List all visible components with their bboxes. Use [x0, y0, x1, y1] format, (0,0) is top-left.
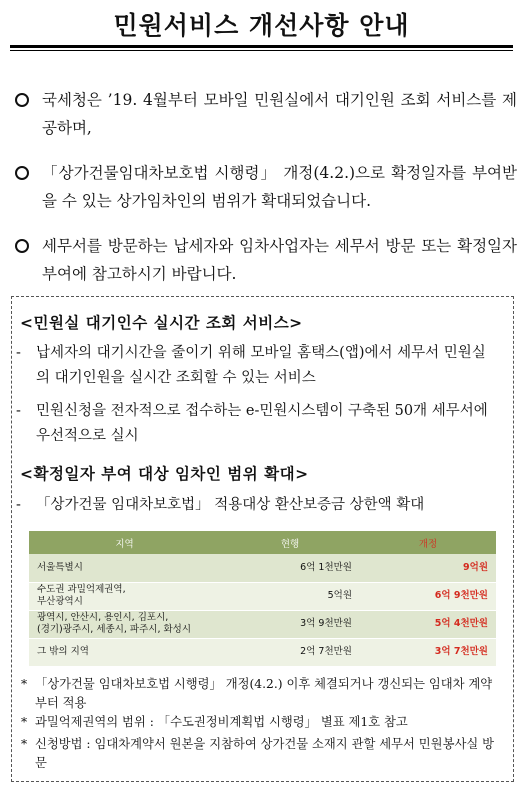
intro-bullet	[12, 232, 517, 288]
intro-bullets	[12, 86, 517, 305]
cell-current: 3억 9천만원	[220, 610, 360, 638]
section1-item	[12, 399, 497, 449]
dash-bullet-icon: -	[16, 345, 21, 361]
cell-revised: 6억 9천만원	[360, 582, 496, 610]
deposit-limit-table	[29, 531, 496, 667]
section2-item-text: 「상가건물 임대차보호법」 적용대상 환산보증금 상한액 확대	[36, 497, 425, 513]
dash-bullet-icon: -	[16, 403, 21, 419]
dash-bullet-icon: -	[16, 497, 21, 513]
cell-current: 6억 1천만원	[220, 554, 360, 582]
cell-region: 서울특별시	[29, 554, 220, 582]
footnote-text: 신청방법 : 임대차계약서 원본을 지참하여 상가건물 소재지 관할 세무서 민원봉사실 방문	[35, 737, 494, 770]
cell-revised: 5억 4천만원	[360, 610, 496, 638]
cell-region: 수도권 과밀억제권역, 부산광역시	[29, 582, 220, 610]
section2-item	[12, 493, 497, 518]
table-row	[29, 638, 496, 666]
cell-region: 그 밖의 지역	[29, 638, 220, 666]
circle-bullet-icon	[15, 239, 29, 253]
asterisk-icon: *	[21, 737, 28, 751]
intro-bullet	[12, 159, 517, 215]
title-underline-thin	[10, 50, 513, 51]
cell-region: 광역시, 안산시, 용인시, 김포시, (경기)광주시, 세종시, 파주시, 화성시	[29, 610, 220, 638]
intro-bullet-text: 국세청은 ’19. 4월부터 모바일 민원실에서 대기인원 조회 서비스를 제공하며,	[42, 91, 517, 137]
cell-current: 5억원	[220, 582, 360, 610]
cell-revised: 3억 7천만원	[360, 638, 496, 666]
intro-bullet-text: 「상가건물임대차보호법 시행령」 개정(4.2.)으로 확정일자를 부여받을 수 있는 상가임차인의 범위가 확대되었습니다.	[42, 164, 517, 210]
section1-item-text: 민원신청을 전자적으로 접수하는 e-민원시스템이 구축된 50개 세무서에 우선적으로 실시	[36, 403, 488, 444]
title-banner	[10, 9, 513, 51]
footnote-text: 과밀억제권역의 범위 : 「수도권정비계획법 시행령」 별표 제1호 참고	[35, 715, 408, 729]
section1-item	[12, 341, 497, 391]
asterisk-icon: *	[21, 715, 28, 729]
cell-current: 2억 7천만원	[220, 638, 360, 666]
column-header-revised: 개정	[360, 531, 496, 554]
table-row	[29, 610, 496, 638]
section1-item-text: 납세자의 대기시간을 줄이기 위해 모바일 홈택스(앱)에서 세무서 민원실의 대기인원을 실시간 조회할 수 있는 서비스	[36, 345, 486, 386]
circle-bullet-icon	[15, 93, 29, 107]
title-underline-thick	[10, 45, 513, 48]
footnote	[21, 713, 501, 732]
intro-bullet	[12, 86, 517, 142]
page-title: 민원서비스 개선사항 안내	[113, 11, 410, 40]
table-header-row	[29, 531, 496, 554]
asterisk-icon: *	[21, 677, 28, 691]
footnote-text: 「상가건물 임대차보호법 시행령」 개정(4.2.) 이후 체결되거나 갱신되는 임대차 계약부터 적용	[35, 677, 493, 710]
footnote	[21, 675, 501, 713]
section-title-waiting: <민원실 대기인수 실시간 조회 서비스>	[20, 314, 303, 332]
table-row	[29, 554, 496, 582]
footnote	[21, 735, 501, 773]
section-title-tenant: <확정일자 부여 대상 임차인 범위 확대>	[20, 465, 309, 483]
table-row	[29, 582, 496, 610]
column-header-current: 현행	[220, 531, 360, 554]
cell-revised: 9억원	[360, 554, 496, 582]
column-header-region: 지역	[29, 531, 220, 554]
circle-bullet-icon	[15, 166, 29, 180]
intro-bullet-text: 세무서를 방문하는 납세자와 임차사업자는 세무서 방문 또는 확정일자 부여에 참고하시기 바랍니다.	[42, 237, 517, 283]
